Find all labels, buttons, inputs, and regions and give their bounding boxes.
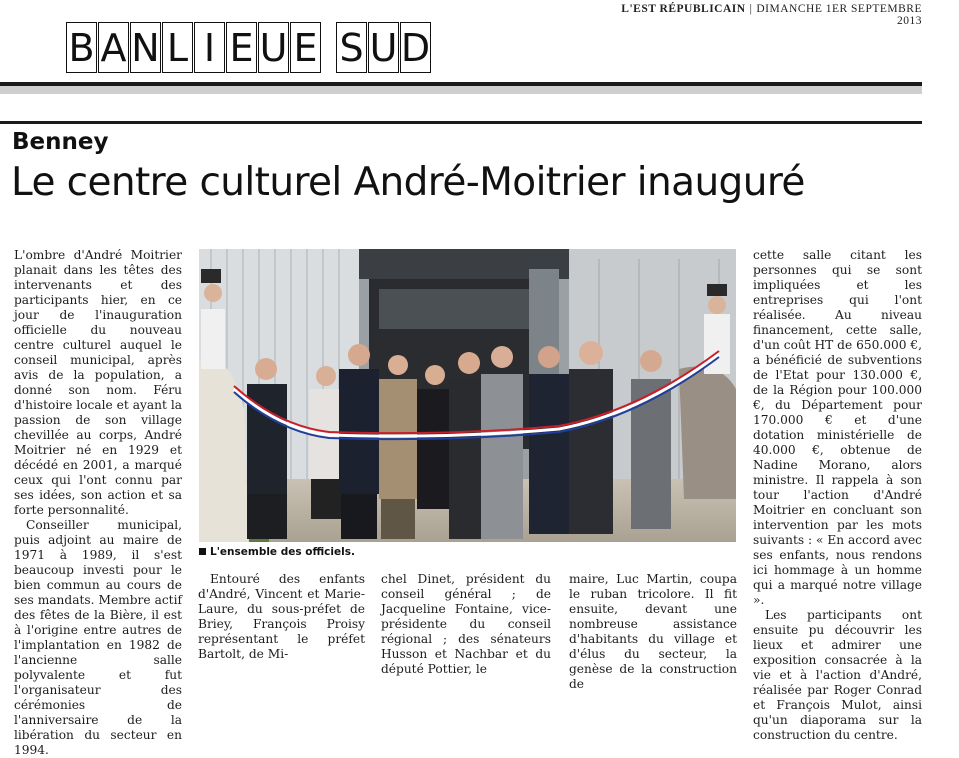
paragraph: cette salle citant les personnes qui se sont impliquées et les entreprises qui l'ont réalisée. Au niveau financement, cette salle, d'un coût HT de 650.000 €, a bénéficié de subventions de l'Etat pour 130.000 €, de la Région pour 100.000 €, du Département pour 170.000 € et d'une dotation ministérielle de 40.000 €, obtenue de Nadine Morano, alors ministre. Il rappela à son tour l'action d'André Moitrier en concluant son intervention par les mots suivants : « En accord avec ses enfants, nous rendons ici hommage à un homme qui a marqué notre village ». — [753, 248, 922, 607]
section-letter: D — [400, 22, 431, 73]
caption-square-icon — [199, 548, 206, 555]
masthead — [600, 3, 922, 27]
section-letter: U — [368, 22, 399, 73]
section-letter: E — [290, 22, 321, 73]
publication-name: L'EST RÉPUBLICAIN — [621, 3, 746, 15]
section-word-gap — [322, 22, 335, 73]
paragraph: Conseiller municipal, puis adjoint au maire de 1971 à 1989, il s'est beaucoup investi pour le bien commun au cours de ses mandats. Membre actif des fêtes de la Bière, il est à l'origine entre autres de l'implantation en 1982 de l'ancienne salle polyvalente et fut l'organisateur des cérémonies de l'anniversaire de la libération du secteur en 1994. — [14, 518, 182, 757]
section-letter: I — [194, 22, 225, 73]
caption-text: L'ensemble des officiels. — [210, 546, 355, 558]
article-kicker: Benney — [12, 129, 109, 155]
paragraph: Les participants ont ensuite pu découvrir les lieux et admirer une exposition consacrée à la vie et à l'action d'André, réalisée par Roger Conrad et François Mulot, ainsi qu'un diaporama sur la construction du centre. — [753, 608, 922, 742]
section-letter: N — [130, 22, 161, 73]
article-column-4 — [569, 572, 737, 692]
section-letter: U — [258, 22, 289, 73]
paragraph: maire, Luc Martin, coupa le ruban tricolore. Il fit ensuite, devant une nombreuse assistance d'habitants du village et d'élus du secteur, la genèse de la construction de — [569, 572, 737, 691]
publication-date: DIMANCHE 1ER SEPTEMBRE 2013 — [756, 3, 922, 27]
article-headline: Le centre culturel André-Moitrier inauguré — [11, 160, 805, 205]
section-letter: L — [162, 22, 193, 73]
article-photo — [199, 249, 736, 542]
article-rule — [0, 121, 922, 124]
section-letter: B — [66, 22, 97, 73]
paragraph: Entouré des enfants d'André, Vincent et Marie-Laure, du sous-préfet de Briey, François Proisy représentant le préfet Bartolt, de Mi- — [198, 572, 365, 661]
article-column-5 — [753, 248, 922, 743]
header-band — [0, 86, 922, 94]
photo-caption — [199, 546, 355, 558]
article-column-2 — [198, 572, 365, 662]
officials-ribbon-photo — [199, 249, 736, 542]
paragraph: L'ombre d'André Moitrier planait dans les têtes des intervenants et des participants hier, en ce jour de l'inauguration officielle du nouveau centre culturel auquel le conseil municipal, après avis de la population, a donné son nom. Féru d'histoire locale et ayant la passion de son village chevillée au corps, André Moitrier né en 1929 et décédé en 2001, a marqué ceux qui l'ont connu par ses idées, son action et sa forte personnalité. — [14, 248, 182, 517]
article-column-1 — [14, 248, 182, 758]
paragraph: chel Dinet, président du conseil général ; de Jacqueline Fontaine, vice-présidente du conseil régional ; des sénateurs Husson et Nachbar et du député Pottier, le — [381, 572, 551, 676]
section-letter: A — [98, 22, 129, 73]
article-column-3 — [381, 572, 551, 677]
section-letter: S — [336, 22, 367, 73]
section-title — [66, 22, 431, 73]
section-letter: E — [226, 22, 257, 73]
masthead-separator: | — [749, 3, 753, 15]
